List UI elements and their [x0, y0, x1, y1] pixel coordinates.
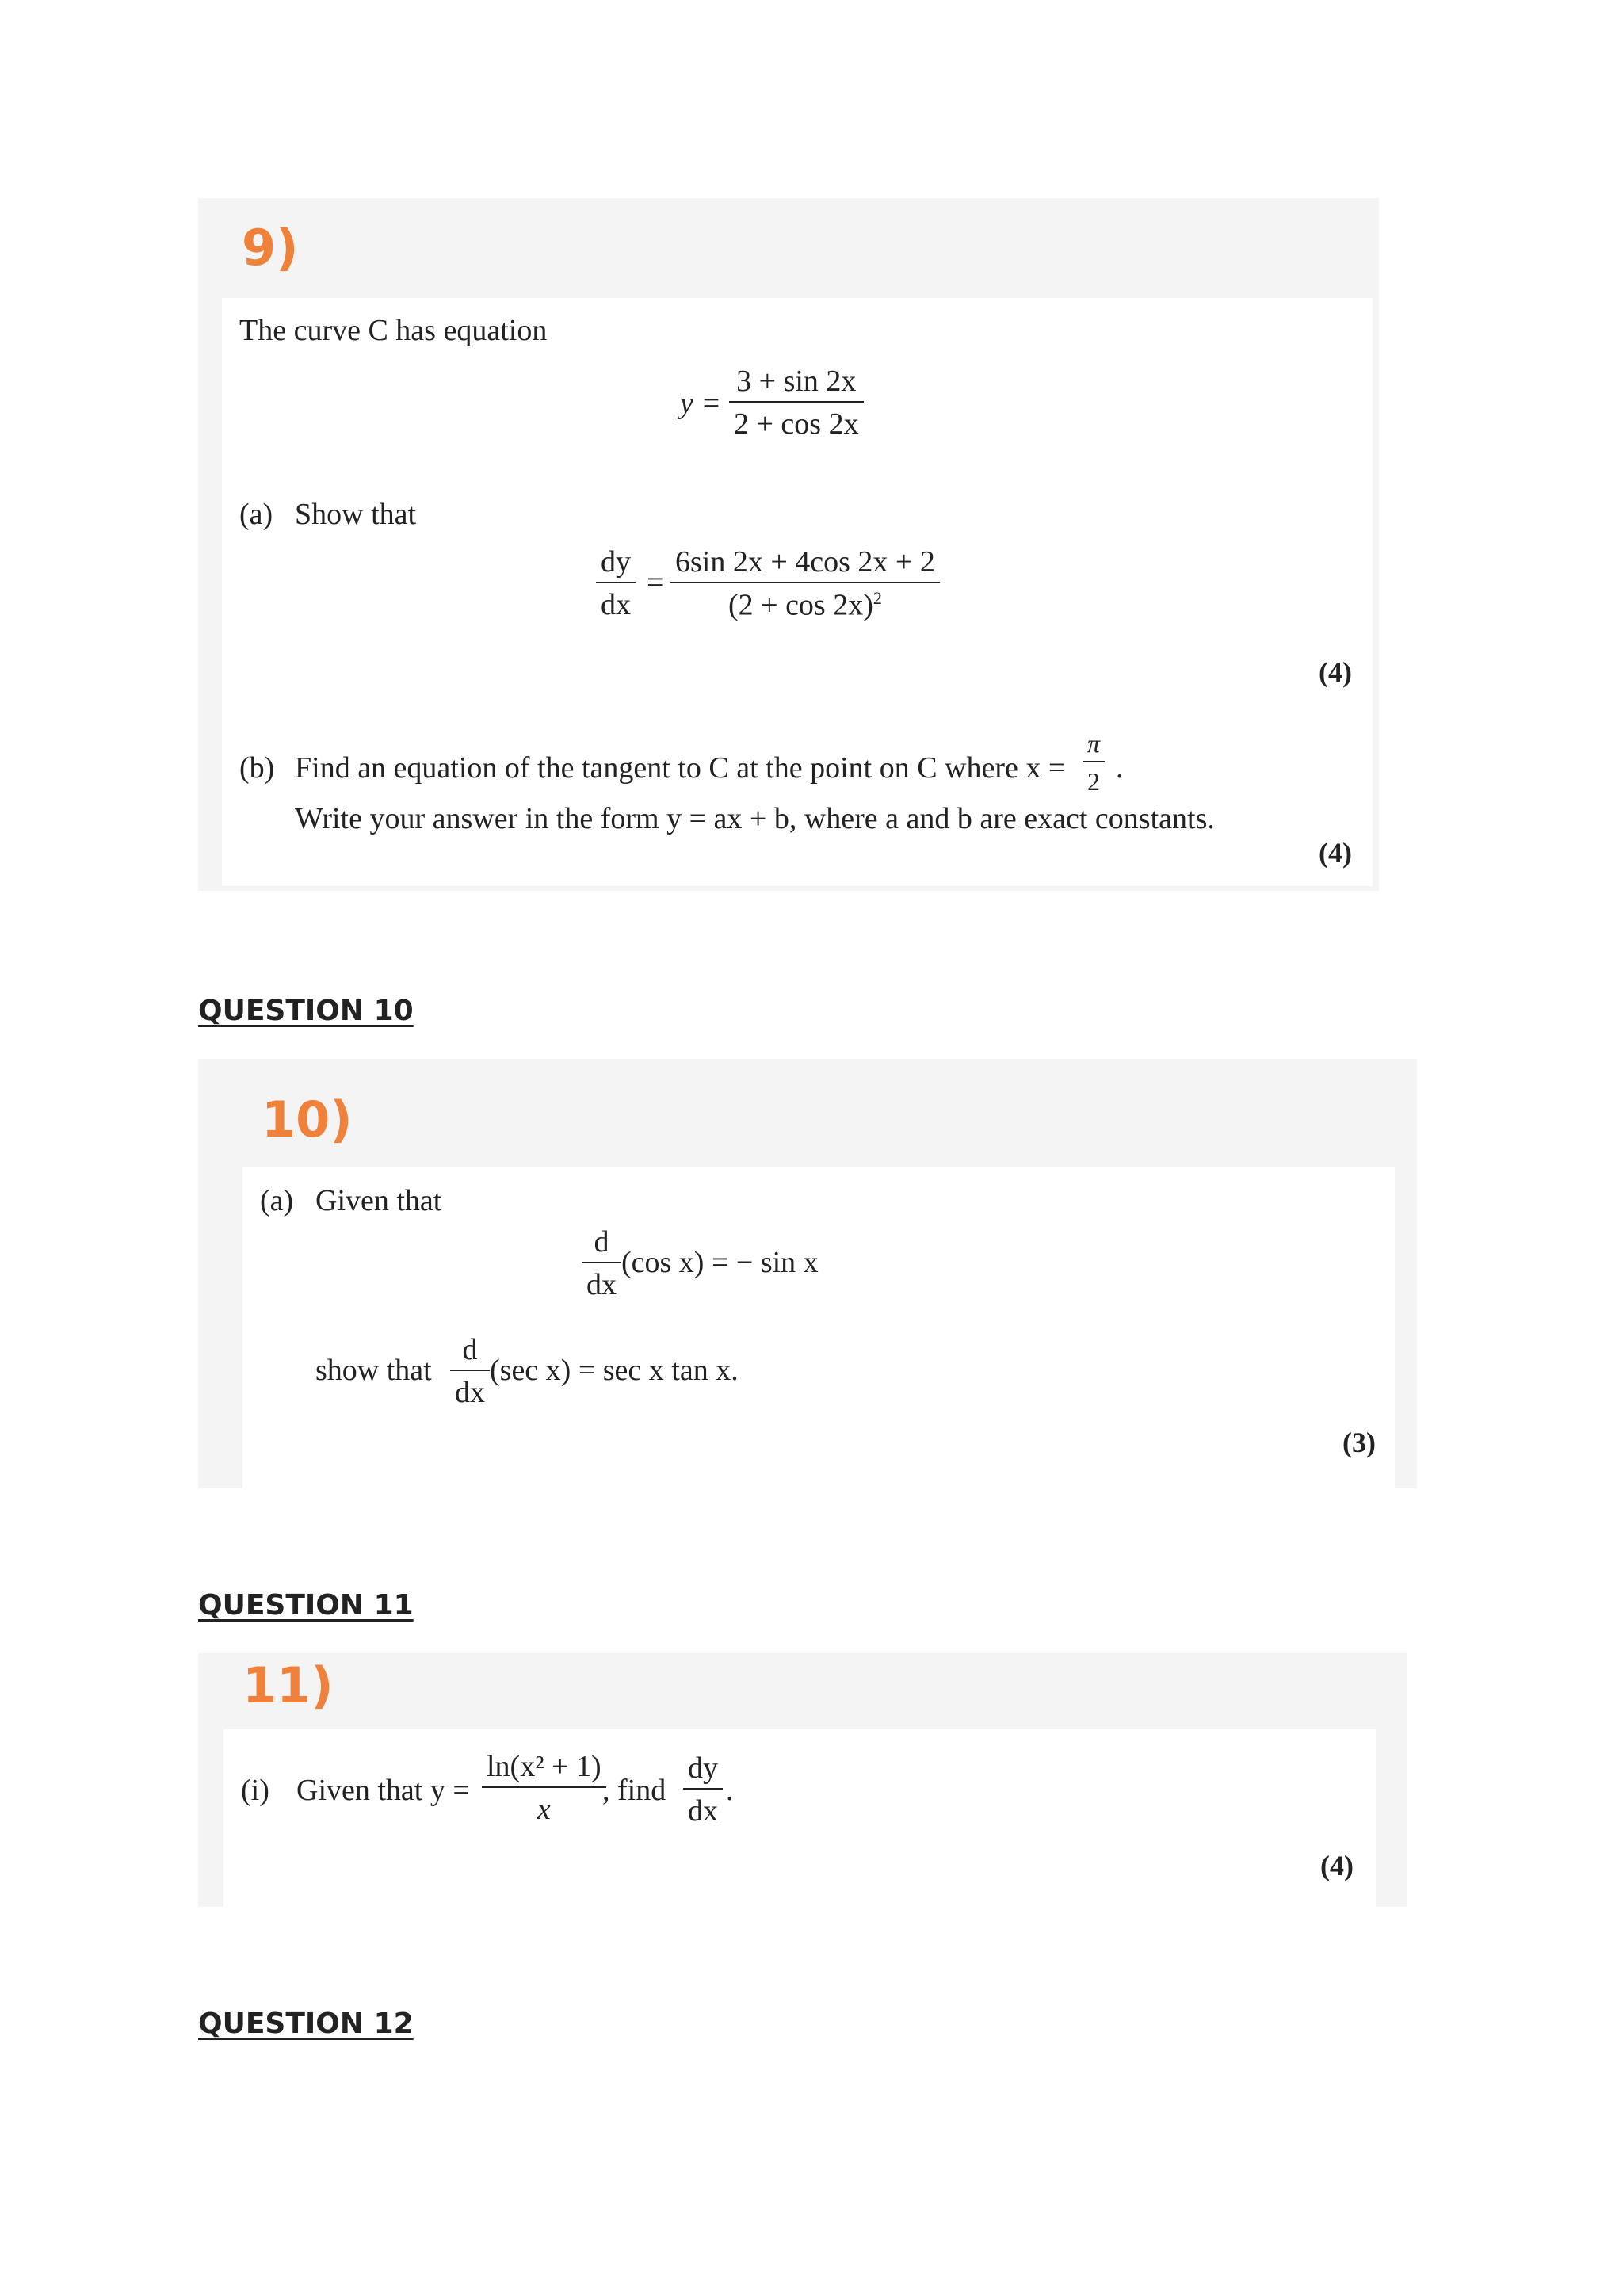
q9a-label: (a)	[239, 498, 273, 531]
q9a-den-text: (2 + cos 2x)	[727, 588, 873, 622]
q9b-label: (b)	[239, 751, 275, 785]
q11i-dy: dy	[688, 1752, 718, 1785]
q11i-marks: (4)	[1320, 1850, 1354, 1881]
q10a-show-rhs: (sec x) = sec x tan x.	[490, 1354, 739, 1387]
q11i-numerator: ln(x² + 1)	[487, 1750, 601, 1783]
q9b-line1: Find an equation of the tangent to C at the point on C where x =	[295, 751, 1066, 785]
q9-intro: The curve C has equation	[239, 314, 548, 347]
q9b-two: 2	[1087, 767, 1101, 796]
q9b-pi-fraction	[1083, 731, 1105, 794]
question-9-body	[222, 298, 1373, 886]
q10a-text: Given that	[315, 1184, 442, 1217]
q11i-text: Given that y =	[296, 1774, 470, 1807]
q9-equation-lhs: y =	[680, 387, 722, 420]
q9b-pi: π	[1087, 729, 1101, 758]
q9a-derivative	[596, 547, 636, 620]
q9a-text: Show that	[295, 498, 417, 531]
q9a-result-denominator	[724, 583, 887, 621]
q11i-fraction	[482, 1752, 606, 1824]
q9b-line2: Write your answer in the form y = ax + b, where a and b are exact constants.	[295, 802, 1215, 835]
q10a-show-text: show that	[315, 1354, 432, 1387]
question-11-body	[223, 1729, 1376, 1907]
q11i-derivative	[683, 1753, 723, 1826]
q11i-label: (i)	[241, 1774, 269, 1807]
q10a-dx: dx	[586, 1268, 617, 1301]
question-10-number: 10)	[262, 1091, 353, 1148]
question-9-card	[198, 198, 1379, 891]
q10a-d: d	[594, 1225, 609, 1259]
q9a-result-fraction	[670, 547, 940, 621]
q10a-label: (a)	[260, 1184, 294, 1217]
q10a-show-derivative	[450, 1335, 490, 1408]
q9-equation-denominator: 2 + cos 2x	[734, 407, 859, 441]
q9a-dy: dy	[601, 545, 631, 579]
q10a-marks: (3)	[1342, 1427, 1376, 1458]
question-12-heading: QUESTION 12	[198, 2008, 414, 2040]
q11i-dx: dx	[688, 1794, 718, 1828]
q10a-given-derivative	[582, 1227, 621, 1300]
q10a-given-rhs: (cos x) = − sin x	[621, 1246, 819, 1279]
q9a-dx: dx	[601, 588, 631, 621]
question-11-heading: QUESTION 11	[198, 1589, 414, 1622]
q9b-period: .	[1116, 751, 1124, 785]
question-11-card	[198, 1653, 1407, 1907]
q9a-equals: =	[647, 566, 664, 599]
q9b-marks: (4)	[1319, 837, 1352, 869]
question-10-body	[242, 1167, 1395, 1488]
q11i-period: .	[726, 1774, 734, 1807]
q11i-find-text: , find	[602, 1774, 666, 1807]
question-9-number: 9)	[242, 219, 299, 277]
q10a-show-dx: dx	[455, 1376, 485, 1409]
q9-equation-fraction	[729, 366, 864, 439]
q10a-show-d: d	[462, 1333, 478, 1366]
q9a-marks: (4)	[1319, 656, 1352, 688]
q9a-result-numerator: 6sin 2x + 4cos 2x + 2	[675, 545, 935, 579]
question-11-number: 11)	[242, 1656, 334, 1714]
question-10-heading: QUESTION 10	[198, 995, 414, 1027]
q11i-denominator: x	[537, 1793, 551, 1826]
q9a-exponent: 2	[873, 588, 882, 608]
question-10-card	[198, 1059, 1417, 1488]
q9-equation-numerator: 3 + sin 2x	[736, 365, 857, 398]
